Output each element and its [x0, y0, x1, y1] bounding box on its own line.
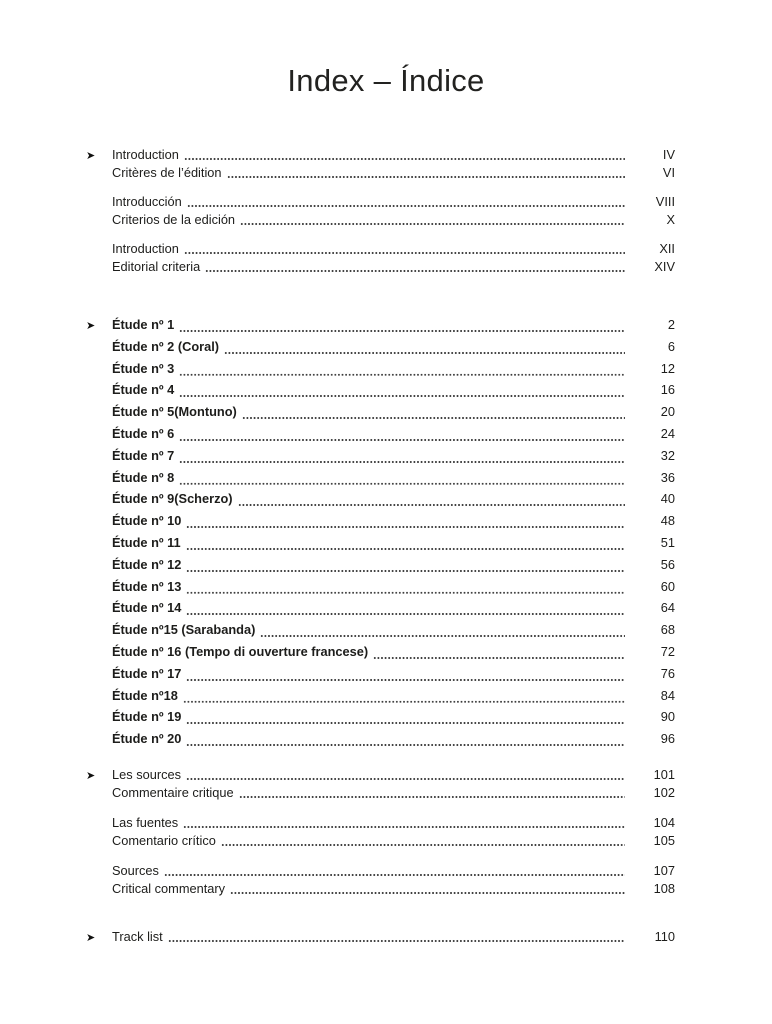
toc-entry-label: Editorial criteria — [112, 259, 201, 274]
toc-group — [86, 928, 675, 946]
toc-entry — [86, 146, 675, 164]
toc-section-etudes — [86, 314, 675, 750]
toc-group — [86, 862, 675, 898]
toc-entry-label: Introduction — [112, 147, 179, 162]
toc-entry — [86, 314, 675, 336]
toc-entry-page: 12 — [660, 360, 675, 376]
dot-leader — [205, 269, 625, 273]
toc-entry-label: Introducción — [112, 194, 182, 209]
dot-leader — [179, 372, 625, 376]
dot-leader — [179, 329, 625, 333]
toc-entry-label: Comentario crítico — [112, 832, 216, 848]
dot-leader — [186, 547, 625, 551]
toc-entry — [86, 728, 675, 750]
dot-leader — [186, 743, 625, 747]
dot-leader — [186, 525, 625, 529]
toc-entry-page: XIV — [654, 259, 675, 274]
toc-entry-page: 101 — [653, 766, 675, 782]
toc-entry-label: Étude nº18 — [112, 687, 178, 703]
toc-entry-page: IV — [662, 147, 675, 162]
arrow-right-icon: ➤ — [86, 320, 96, 332]
toc-entry-page: 36 — [660, 469, 675, 485]
toc-entry-label: Étude nº 20 — [112, 731, 182, 747]
toc-entry-page: 76 — [660, 665, 675, 681]
toc-entry — [86, 862, 675, 880]
dot-leader — [179, 460, 625, 464]
toc-entry — [86, 240, 675, 258]
toc-entry-page: 107 — [653, 862, 675, 878]
toc-entry — [86, 488, 675, 510]
toc-entry — [86, 258, 675, 276]
toc-entry — [86, 597, 675, 619]
dot-leader — [186, 777, 625, 781]
toc-entry — [86, 211, 675, 229]
toc-entry-label: Étude nº 14 — [112, 600, 182, 616]
toc-section-front — [86, 146, 675, 276]
toc-entry — [86, 554, 675, 576]
toc-entry-label: Étude nº 19 — [112, 709, 182, 725]
toc — [86, 146, 675, 946]
dot-leader — [184, 157, 625, 161]
dot-leader — [186, 590, 625, 594]
toc-entry — [86, 532, 675, 554]
dot-leader — [240, 222, 625, 226]
toc-entry — [86, 928, 675, 946]
toc-entry-label: Étude nº15 (Sarabanda) — [112, 622, 256, 638]
dot-leader — [183, 699, 625, 703]
toc-entry-label: Étude nº 17 — [112, 665, 182, 681]
toc-entry — [86, 784, 675, 802]
toc-entry — [86, 880, 675, 898]
toc-entry-page: 104 — [653, 814, 675, 830]
toc-entry-label: Étude nº 13 — [112, 578, 182, 594]
arrow-right-icon: ➤ — [86, 150, 96, 162]
toc-entry — [86, 766, 675, 784]
toc-entry-page: VI — [662, 165, 675, 180]
toc-entry-label: Étude nº 1 — [112, 317, 175, 332]
toc-entry-page: 68 — [660, 622, 675, 638]
toc-entry — [86, 510, 675, 532]
toc-entry-label: Étude nº 2 (Coral) — [112, 338, 220, 354]
toc-entry-label: Étude nº 11 — [112, 534, 181, 550]
dot-leader — [183, 825, 625, 829]
toc-entry-page: 16 — [660, 382, 675, 398]
toc-entry — [86, 663, 675, 685]
toc-entry-label: Critical commentary — [112, 880, 226, 896]
toc-entry-label: Étude nº 12 — [112, 556, 182, 572]
dot-leader — [373, 656, 625, 660]
page-title: Index – Índice — [287, 63, 485, 98]
dot-leader — [238, 503, 625, 507]
toc-entry — [86, 379, 675, 401]
toc-entry-label: Étude nº 5(Montuno) — [112, 404, 237, 420]
toc-entry-page: 32 — [660, 447, 675, 463]
toc-entry-page: 48 — [660, 513, 675, 529]
dot-leader — [242, 416, 625, 420]
toc-entry — [86, 832, 675, 850]
toc-entry-page: 64 — [660, 600, 675, 616]
toc-entry-label: Sources — [112, 862, 159, 878]
toc-entry-page: 2 — [667, 317, 675, 332]
dot-leader — [179, 438, 625, 442]
toc-entry — [86, 358, 675, 380]
toc-group — [86, 193, 675, 229]
toc-entry-label: Étude nº 6 — [112, 425, 175, 441]
toc-entry — [86, 619, 675, 641]
toc-entry-page: 6 — [667, 338, 675, 354]
toc-entry-page: 90 — [660, 709, 675, 725]
toc-entry — [86, 401, 675, 423]
toc-entry-page: VIII — [655, 194, 675, 209]
dot-leader — [227, 175, 625, 179]
toc-entry — [86, 685, 675, 707]
toc-group — [86, 766, 675, 802]
dot-leader — [224, 351, 625, 355]
toc-entry-page: 56 — [660, 556, 675, 572]
toc-entry-page: 40 — [660, 491, 675, 507]
dot-leader — [230, 891, 625, 895]
toc-group — [86, 240, 675, 276]
toc-entry-label: Las fuentes — [112, 814, 179, 830]
toc-entry-label: Commentaire critique — [112, 784, 234, 800]
toc-group — [86, 146, 675, 182]
toc-entry — [86, 706, 675, 728]
dot-leader — [187, 204, 625, 208]
toc-entry-page: X — [666, 212, 675, 227]
dot-leader — [164, 873, 625, 877]
dot-leader — [179, 394, 625, 398]
toc-entry-page: XII — [659, 241, 675, 256]
dot-leader — [221, 843, 625, 847]
toc-entry-page: 96 — [660, 731, 675, 747]
dot-leader — [186, 612, 625, 616]
toc-entry — [86, 641, 675, 663]
dot-leader — [179, 481, 625, 485]
toc-section-track — [86, 928, 675, 946]
toc-entry — [86, 467, 675, 489]
toc-entry — [86, 193, 675, 211]
toc-entry — [86, 445, 675, 467]
dot-leader — [184, 251, 625, 255]
toc-entry-label: Introduction — [112, 241, 179, 256]
toc-entry-page: 102 — [653, 784, 675, 800]
dot-leader — [239, 795, 625, 799]
dot-leader — [186, 569, 625, 573]
toc-entry-page: 84 — [660, 687, 675, 703]
toc-entry-page: 110 — [654, 928, 675, 944]
toc-entry-page: 20 — [660, 404, 675, 420]
arrow-right-icon: ➤ — [86, 931, 96, 944]
toc-entry-label: Étude nº 7 — [112, 447, 175, 463]
toc-entry-label: Criterios de la edición — [112, 212, 236, 227]
toc-entry — [86, 336, 675, 358]
arrow-right-icon: ➤ — [86, 769, 96, 782]
toc-entry — [86, 576, 675, 598]
dot-leader — [168, 939, 625, 943]
toc-section-sources — [86, 766, 675, 898]
toc-entry-label: Critères de l’édition — [112, 165, 222, 180]
toc-entry-label: Étude nº 4 — [112, 382, 175, 398]
toc-entry-page: 51 — [660, 534, 675, 550]
toc-entry — [86, 164, 675, 182]
dot-leader — [186, 721, 625, 725]
toc-entry-label: Les sources — [112, 766, 181, 782]
toc-entry-page: 24 — [660, 425, 675, 441]
toc-entry-label: Étude nº 9(Scherzo) — [112, 491, 233, 507]
toc-entry — [86, 814, 675, 832]
dot-leader — [186, 678, 625, 682]
dot-leader — [260, 634, 625, 638]
toc-group — [86, 314, 675, 750]
toc-entry-page: 60 — [660, 578, 675, 594]
toc-entry-label: Étude nº 10 — [112, 513, 182, 529]
toc-entry-label: Track list — [112, 928, 163, 944]
toc-group — [86, 814, 675, 850]
toc-entry — [86, 423, 675, 445]
toc-entry-label: Étude nº 8 — [112, 469, 175, 485]
toc-entry-label: Étude nº 16 (Tempo di ouverture francese) — [112, 643, 369, 659]
toc-entry-page: 108 — [653, 880, 675, 896]
toc-entry-label: Étude nº 3 — [112, 360, 175, 376]
toc-entry-page: 72 — [660, 643, 675, 659]
toc-entry-page: 105 — [653, 832, 675, 848]
